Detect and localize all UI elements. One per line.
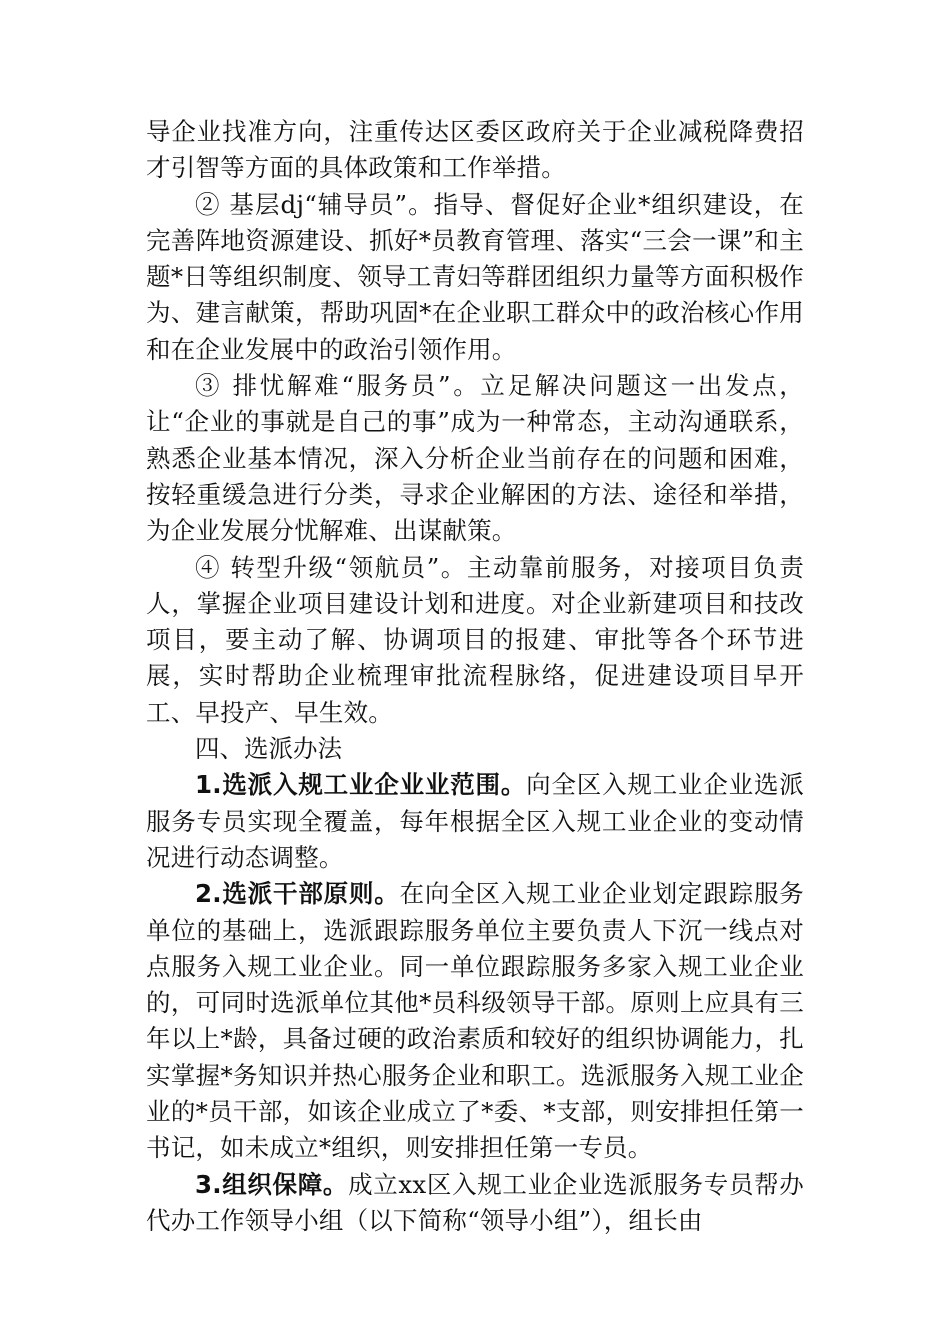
- section-heading: [146, 731, 804, 767]
- paragraph-text: 成立xx区入规工业企业选派服务专员帮办代办工作领导小组（以下简称“领导小组”），组长由: [146, 1169, 804, 1235]
- paragraph-text: 导企业找准方向，注重传达区委区政府关于企业减税降费招才引智等方面的具体政策和工作举措。: [146, 117, 804, 183]
- section-heading-text: 四、选派办法: [195, 734, 342, 764]
- paragraph-lead: 2.选派干部原则。: [195, 879, 400, 909]
- paragraph-text: ③ 排忧解难“服务员”。立足解决问题这一出发点，让“企业的事就是自己的事”成为一种常态，主动沟通联系，熟悉企业基本情况，深入分析企业当前存在的问题和困难，按轻重缓急进行分类，寻求企业解困的方法、途径和举措，为企业发展分忧解难、出谋献策。: [146, 371, 804, 546]
- body-paragraph: [146, 1167, 804, 1240]
- body-paragraph: [146, 550, 804, 731]
- body-paragraph: [146, 876, 804, 1166]
- body-paragraph: [146, 187, 804, 368]
- paragraph-text: 向全区入规工业企业选派服务专员实现全覆盖，每年根据全区入规工业企业的变动情况进行动态调整。: [146, 770, 805, 872]
- paragraph-lead: 3.组织保障。: [195, 1169, 349, 1199]
- paragraph-lead: 1.选派入规工业企业业范围。: [195, 770, 527, 800]
- document-page: [146, 114, 804, 1239]
- paragraph-text: 在向全区入规工业企业划定跟踪服务单位的基础上，选派跟踪服务单位主要负责人下沉一线点对点服务入规工业企业。同一单位跟踪服务多家入规工业企业的，可同时选派单位其他*员科级领导干部。原则上应具有三年以上*龄，具备过硬的政治素质和较好的组织协调能力，扎实掌握*务知识并热心服务企业和职工。选派服务入规工业企业的*员干部，如该企业成立了*委、*支部，则安排担任第一书记，如未成立*组织，则安排担任第一专员。: [146, 879, 804, 1163]
- body-paragraph: [146, 767, 804, 876]
- body-paragraph: [146, 114, 804, 187]
- paragraph-text: ② 基层dj“辅导员”。指导、督促好企业*组织建设，在完善阵地资源建设、抓好*员教育管理、落实“三会一课”和主题*日等组织制度、领导工青妇等群团组织力量等方面积极作为、建言献策，帮助巩固*在企业职工群众中的政治核心作用和在企业发展中的政治引领作用。: [146, 189, 804, 364]
- paragraph-text: ④ 转型升级“领航员”。主动靠前服务，对接项目负责人，掌握企业项目建设计划和进度。对企业新建项目和技改项目，要主动了解、协调项目的报建、审批等各个环节进展，实时帮助企业梳理审批流程脉络，促进建设项目早开工、早投产、早生效。: [146, 552, 804, 727]
- body-paragraph: [146, 368, 804, 549]
